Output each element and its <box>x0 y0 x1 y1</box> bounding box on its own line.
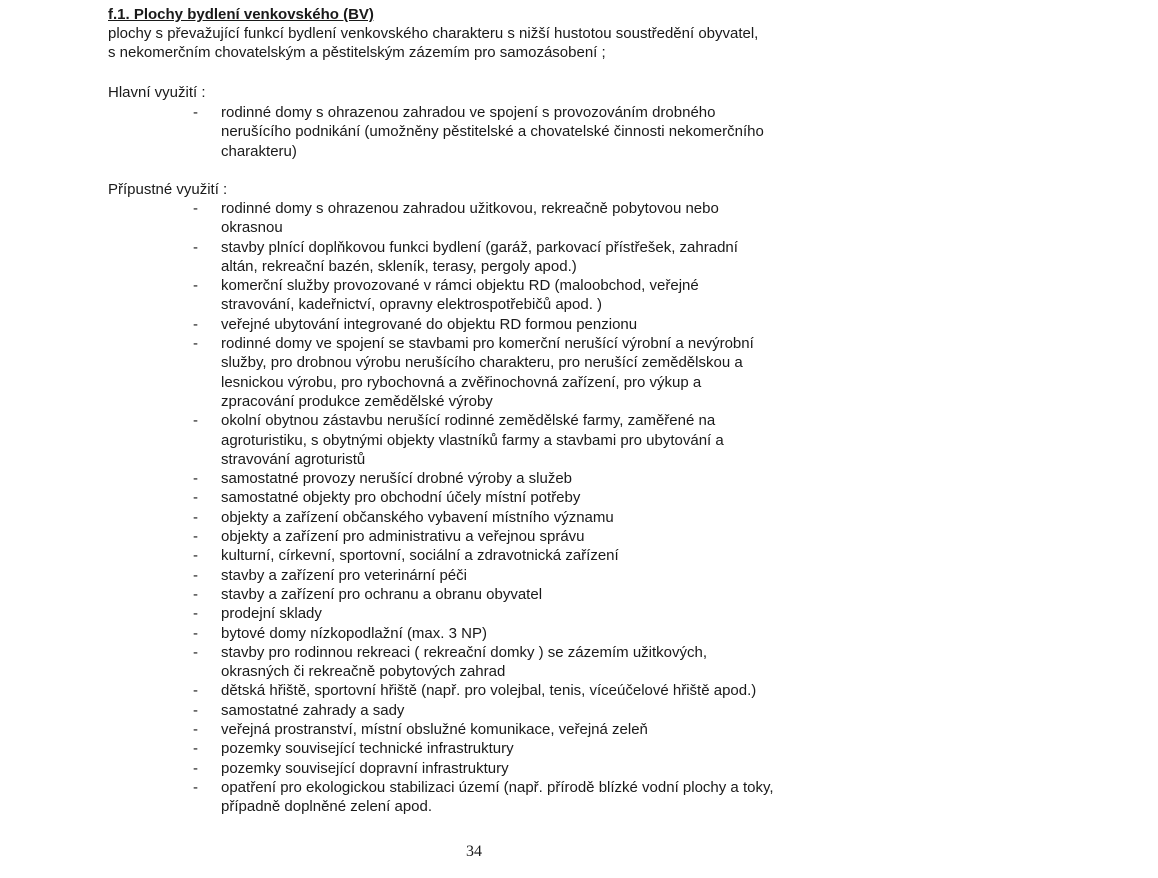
bullet-dash: - <box>193 605 198 623</box>
list-item <box>0 604 841 623</box>
list-item-line: stavby pro rodinnou rekreaci ( rekreační domky ) se zázemím užitkových, <box>221 643 708 661</box>
list-item-line: agroturistiku, s obytnými objekty vlastníků farmy a stavbami pro ubytování a <box>221 431 724 449</box>
list-item <box>0 681 841 700</box>
list-item-line: okrasnou <box>221 219 283 237</box>
bullet-dash: - <box>193 200 198 217</box>
bullet-dash: - <box>193 624 198 642</box>
list-item-line: stravování agroturistů <box>221 450 366 468</box>
list-item <box>0 199 841 238</box>
list-item-line: lesnickou výrobu, pro rybochovná a zvěřinochovná zařízení, pro výkup a <box>221 373 702 391</box>
intro-line: s nekomerčním chovatelským a pěstitelským zázemím pro samozásobení ; <box>108 44 606 62</box>
bullet-dash: - <box>193 470 198 488</box>
list-item-line: služby, pro drobnou výrobu nerušícího charakteru, pro nerušící zemědělskou a <box>221 354 743 372</box>
list-item-line: altán, rekreační bazén, skleník, terasy, pergoly apod.) <box>221 257 577 275</box>
list-item <box>0 411 841 469</box>
list-item <box>0 315 841 334</box>
list-item <box>0 469 841 488</box>
bullet-dash: - <box>193 508 198 526</box>
permitted-use-list <box>0 199 1158 817</box>
list-item <box>0 739 841 758</box>
list-item <box>0 720 841 739</box>
section-heading: f.1. Plochy bydlení venkovského (BV) <box>108 6 374 23</box>
list-item-line: nerušícího podnikání (umožněny pěstitelské a chovatelské činnosti nekomerčního <box>221 123 764 141</box>
list-item <box>0 759 841 778</box>
bullet-dash: - <box>193 643 198 661</box>
list-item-line: komerční služby provozované v rámci objektu RD (maloobchod, veřejné <box>221 277 699 295</box>
main-use-label: Hlavní využití : <box>108 84 206 101</box>
list-item-line: stavby a zařízení pro veterinární péči <box>221 566 467 584</box>
bullet-dash: - <box>193 528 198 546</box>
bullet-dash: - <box>193 489 198 507</box>
list-item-line: samostatné zahrady a sady <box>221 701 405 719</box>
list-item <box>0 276 841 315</box>
bullet-dash: - <box>193 740 198 758</box>
list-item-line: rodinné domy s ohrazenou zahradou ve spojení s provozováním drobného <box>221 104 716 121</box>
bullet-dash: - <box>193 778 198 796</box>
list-item-line: objekty a zařízení pro administrativu a veřejnou správu <box>221 528 585 546</box>
list-item-line: objekty a zařízení občanského vybavení místního významu <box>221 508 614 526</box>
bullet-dash: - <box>193 547 198 565</box>
list-item-line: rodinné domy s ohrazenou zahradou užitkovou, rekreačně pobytovou nebo <box>221 200 719 217</box>
bullet-dash: - <box>193 104 198 121</box>
list-item <box>0 778 841 817</box>
list-item-line: stavby a zařízení pro ochranu a obranu obyvatel <box>221 585 543 603</box>
list-item-line: pozemky související dopravní infrastruktury <box>221 759 509 777</box>
list-item-line: stavby plnící doplňkovou funkci bydlení (garáž, parkovací přístřešek, zahradní <box>221 238 738 256</box>
permitted-use-label: Přípustné využití : <box>108 181 228 198</box>
list-item-line: samostatné provozy nerušící drobné výroby a služeb <box>221 470 573 488</box>
list-item-line: okrasných či rekreačně pobytových zahrad <box>221 663 506 681</box>
intro-paragraph <box>108 24 868 63</box>
intro-line: plochy s převažující funkcí bydlení venkovského charakteru s nižší hustotou soustředění obyvatel, <box>108 25 759 42</box>
bullet-dash: - <box>193 721 198 739</box>
bullet-dash: - <box>193 701 198 719</box>
bullet-dash: - <box>193 566 198 584</box>
list-item-line: rodinné domy ve spojení se stavbami pro komerční nerušící výrobní a nevýrobní <box>221 335 754 353</box>
list-item-line: prodejní sklady <box>221 605 322 623</box>
list-item-line: veřejná prostranství, místní obslužné komunikace, veřejná zeleň <box>221 721 648 739</box>
list-item <box>0 238 841 277</box>
list-item-line: kulturní, církevní, sportovní, sociální a zdravotnická zařízení <box>221 547 619 565</box>
list-item <box>0 624 841 643</box>
list-item <box>0 334 841 411</box>
list-item <box>0 103 841 161</box>
list-item <box>0 508 841 527</box>
bullet-dash: - <box>193 238 198 256</box>
list-item <box>0 546 841 565</box>
list-item-line: samostatné objekty pro obchodní účely místní potřeby <box>221 489 581 507</box>
bullet-dash: - <box>193 315 198 333</box>
bullet-dash: - <box>193 682 198 700</box>
bullet-dash: - <box>193 585 198 603</box>
list-item-line: dětská hřiště, sportovní hřiště (např. pro volejbal, tenis, víceúčelové hřiště apod.) <box>221 682 757 700</box>
list-item <box>0 701 841 720</box>
list-item-line: okolní obytnou zástavbu nerušící rodinné zemědělské farmy, zaměřené na <box>221 412 716 430</box>
bullet-dash: - <box>193 335 198 353</box>
main-use-list <box>0 103 1158 161</box>
list-item-line: opatření pro ekologickou stabilizaci území (např. přírodě blízké vodní plochy a toky, <box>221 778 774 796</box>
list-item <box>0 488 841 507</box>
bullet-dash: - <box>193 277 198 295</box>
list-item-line: pozemky související technické infrastruktury <box>221 740 514 758</box>
bullet-dash: - <box>193 759 198 777</box>
list-item-line: charakteru) <box>221 142 297 160</box>
list-item-line: veřejné ubytování integrované do objektu RD formou penzionu <box>221 315 638 333</box>
bullet-dash: - <box>193 412 198 430</box>
list-item <box>0 527 841 546</box>
list-item-line: případně doplněné zelení apod. <box>221 798 433 816</box>
list-item <box>0 643 841 682</box>
list-item <box>0 585 841 604</box>
list-item <box>0 566 841 585</box>
list-item-line: bytové domy nízkopodlažní (max. 3 NP) <box>221 624 487 642</box>
page-number: 34 <box>466 843 482 860</box>
list-item-line: stravování, kadeřnictví, opravny elektrospotřebičů apod. ) <box>221 296 603 314</box>
list-item-line: zpracování produkce zemědělské výroby <box>221 392 493 410</box>
